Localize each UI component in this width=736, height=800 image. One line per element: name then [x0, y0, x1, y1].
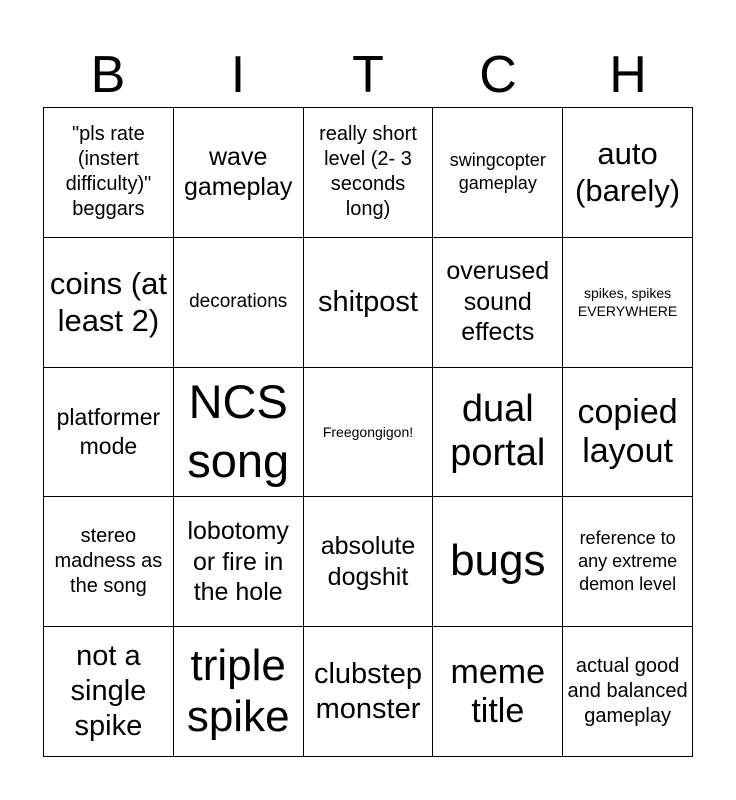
bingo-cell-text: copied layout [577, 392, 678, 470]
bingo-cell[interactable] [563, 368, 693, 498]
header-letter-c: C [479, 46, 517, 104]
bingo-cell-text: Freegongigon! [322, 423, 414, 440]
bingo-cell[interactable] [304, 238, 434, 368]
bingo-cell[interactable] [563, 238, 693, 368]
header-letter-b: B [90, 46, 126, 104]
bingo-cell-text: NCS song [187, 375, 290, 487]
bingo-cell-text: auto (barely) [575, 136, 681, 209]
bingo-cell-text: really short level (2- 3 seconds long) [319, 123, 417, 221]
header-letter-t: T [352, 46, 384, 104]
bingo-header [43, 44, 693, 106]
bingo-cell-text: absolute dogshit [320, 532, 416, 591]
bingo-cell[interactable] [174, 627, 304, 757]
bingo-grid [43, 107, 693, 757]
bingo-cell-text: clubstep monster [313, 657, 422, 725]
bingo-cell[interactable] [563, 108, 693, 238]
bingo-cell-text: meme title [450, 652, 546, 730]
bingo-cell[interactable] [174, 238, 304, 368]
bingo-cell-text: reference to any extreme demon level [578, 528, 678, 595]
bingo-cell[interactable] [44, 238, 174, 368]
bingo-cell[interactable] [433, 108, 563, 238]
bingo-cell[interactable] [174, 368, 304, 498]
bingo-cell[interactable] [563, 497, 693, 627]
bingo-cell-text: lobotomy or fire in the hole [187, 517, 289, 607]
bingo-cell[interactable] [304, 627, 434, 757]
bingo-cell[interactable] [563, 627, 693, 757]
bingo-cell[interactable] [174, 108, 304, 238]
bingo-cell-text: decorations [189, 291, 288, 313]
bingo-cell-text: "pls rate (instert difficulty)" beggars [65, 123, 152, 221]
bingo-cell-text: wave gameplay [183, 142, 293, 202]
bingo-cell[interactable] [44, 627, 174, 757]
bingo-cell[interactable] [433, 497, 563, 627]
bingo-cell[interactable] [44, 497, 174, 627]
bingo-cell[interactable] [304, 497, 434, 627]
header-letter-h: H [609, 46, 647, 104]
bingo-cell[interactable] [304, 108, 434, 238]
bingo-cell-text: triple spike [186, 641, 290, 741]
bingo-cell-text: shitpost [318, 285, 418, 318]
bingo-cell[interactable] [44, 108, 174, 238]
bingo-cell-text: not a single spike [70, 640, 147, 742]
bingo-cell[interactable] [174, 497, 304, 627]
bingo-cell-text: overused sound effects [446, 257, 550, 347]
header-letter-i: I [230, 46, 246, 104]
bingo-cell-text: spikes, spikes EVERYWHERE [577, 285, 678, 320]
bingo-cell-text: dual portal [450, 388, 546, 474]
bingo-cell-text: coins (at least 2) [49, 266, 167, 339]
bingo-cell-text: bugs [450, 536, 546, 586]
bingo-cell-text: stereo madness as the song [54, 525, 163, 598]
bingo-cell[interactable] [304, 368, 434, 498]
bingo-cell[interactable] [44, 368, 174, 498]
bingo-cell[interactable] [433, 627, 563, 757]
bingo-cell-text: swingcopter gameplay [449, 150, 546, 194]
bingo-cell-text: platformer mode [56, 404, 161, 459]
bingo-cell[interactable] [433, 238, 563, 368]
bingo-cell[interactable] [433, 368, 563, 498]
bingo-cell-text: actual good and balanced gameplay [567, 655, 688, 728]
